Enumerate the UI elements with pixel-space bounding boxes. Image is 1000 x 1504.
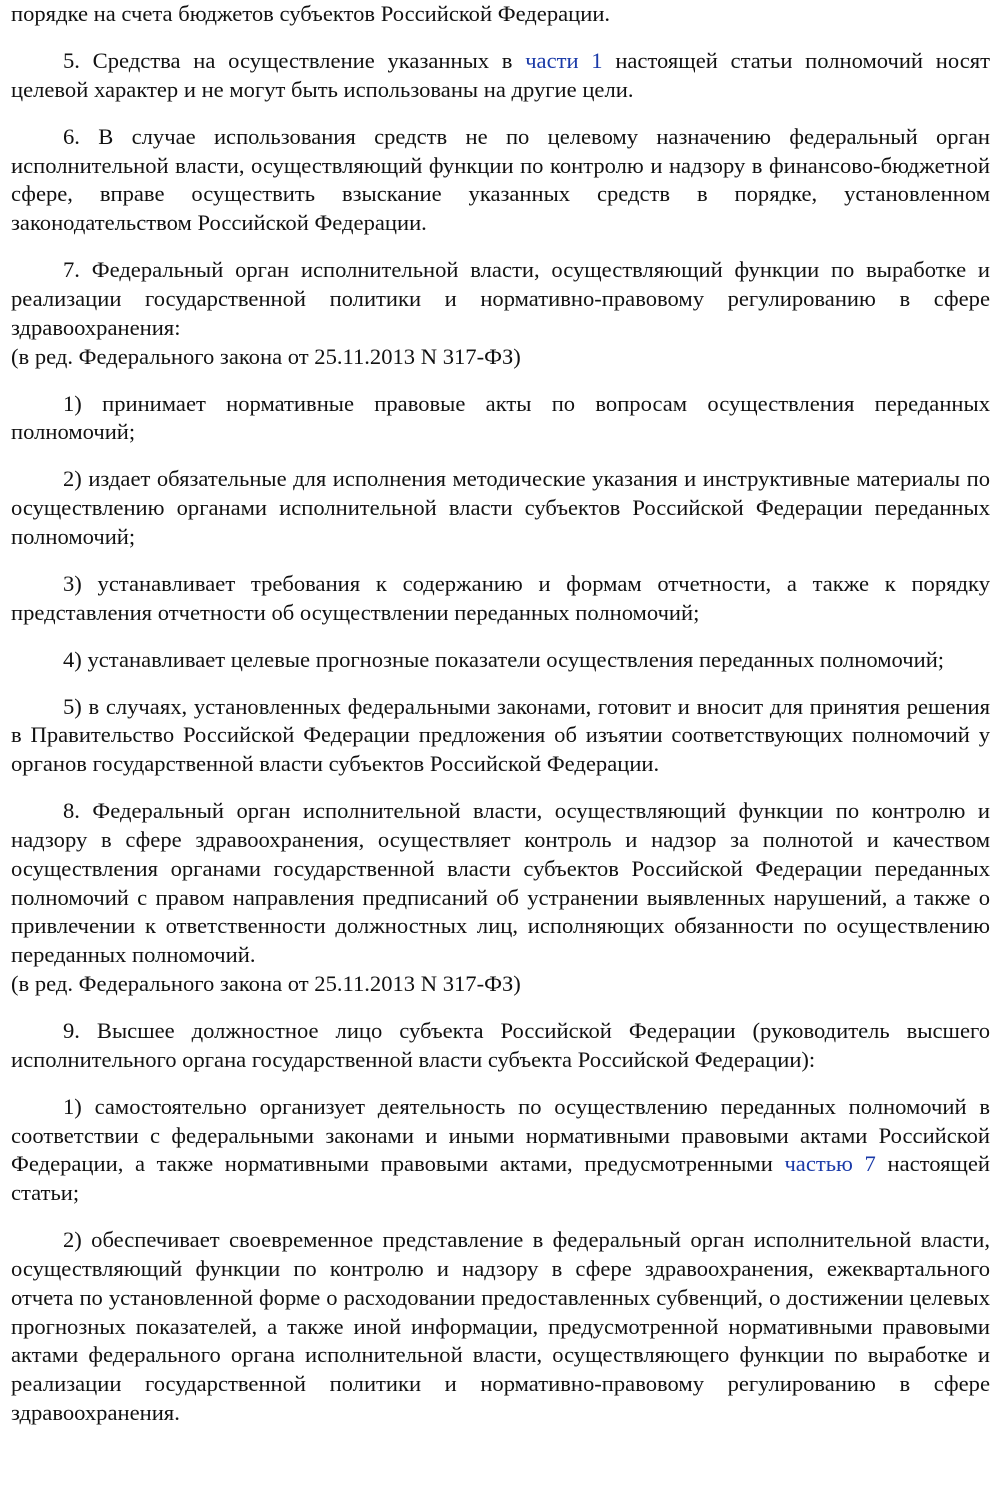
paragraph-5-text-b: настоящей статьи полномочий носят целевой характер и не могут быть использованы на другие цели. xyxy=(11,47,990,102)
paragraph-7-item-4: 4) устанавливает целевые прогнозные показатели осуществления переданных полномочий; xyxy=(63,646,945,672)
paragraph-9-item-1 xyxy=(11,1093,990,1208)
amendment-note-8: (в ред. Федерального закона от 25.11.2013 N 317-ФЗ) xyxy=(11,971,521,996)
paragraph-7-item-2: 2) издает обязательные для исполнения методические указания и инструктивные материалы по осуществлению органами исполнительной власти субъектов Российской Федерации переданных полномочий; xyxy=(11,466,990,549)
paragraph-9-item-2: 2) обеспечивает своевременное представление в федеральный орган исполнительной власти, осуществляющий функции по контролю и надзору в сфере здравоохранения, ежеквартального отчета по установленной форме о расходовании предоставленных субвенций, о достижении целевых прогнозных показателей, а также иной информации, предусмотренной нормативными правовыми актами федерального органа исполнительной власти, осуществляющего функции по выработке и реализации государственной политики и нормативно-правовому регулированию в сфере здравоохранения. xyxy=(11,1227,990,1425)
paragraph-continuation: порядке на счета бюджетов субъектов Российской Федерации. xyxy=(11,1,611,26)
paragraph-7-item-3: 3) устанавливает требования к содержанию и формам отчетности, а также к порядку представления отчетности об осуществлении переданных полномочий; xyxy=(11,570,990,625)
amendment-note-7: (в ред. Федерального закона от 25.11.2013 N 317-ФЗ) xyxy=(11,343,521,369)
paragraph-6: 6. В случае использования средств не по целевому назначению федеральный орган исполнительной власти, осуществляющий функции по контролю и надзору в финансово-бюджетной сфере, вправе осуществить взыскание указанных средств в порядке, установленном законодательством Российской Федерации. xyxy=(11,123,990,236)
paragraph-9-item-1-text-a: 1) самостоятельно организует деятельность по осуществлению переданных полномочий в соответствии с федеральными законами и иными нормативными правовыми актами Российской Федерации, а также нормативными правовыми актами, предусмотренными xyxy=(11,1093,990,1177)
paragraph-8: 8. Федеральный орган исполнительной власти, осуществляющий функции по контролю и надзору в сфере здравоохранения, осуществляет контроль и надзор за полнотой и качеством осуществления органами государственной власти субъектов Российской Федерации переданных полномочий с правом направления предписаний об устранении выявленных нарушений, а также о привлечении к ответственности должностных лиц, исполняющих обязанности по осуществлению переданных полномочий. xyxy=(11,798,990,968)
link-part-1[interactable]: части 1 xyxy=(525,47,603,73)
paragraph-5 xyxy=(11,47,990,105)
paragraph-5-text-a: 5. Средства на осуществление указанных в xyxy=(63,47,526,73)
paragraph-7-item-1: 1) принимает нормативные правовые акты по вопросам осуществления переданных полномочий; xyxy=(11,390,990,445)
paragraph-9: 9. Высшее должностное лицо субъекта Российской Федерации (руководитель высшего исполнительного органа государственной власти субъекта Российской Федерации): xyxy=(11,1017,990,1072)
paragraph-7-item-5: 5) в случаях, установленных федеральными законами, готовит и вносит для принятия решения в Правительство Российской Федерации предложения об изъятии соответствующих полномочий у органов государственной власти субъектов Российской Федерации. xyxy=(11,693,990,777)
paragraph-7: 7. Федеральный орган исполнительной власти, осуществляющий функции по выработке и реализации государственной политики и нормативно-правовому регулированию в сфере здравоохранения: xyxy=(11,257,990,340)
paragraph-9-item-1-text-b: настоящей статьи; xyxy=(11,1151,991,1206)
link-part-7[interactable]: частью 7 xyxy=(784,1151,876,1177)
